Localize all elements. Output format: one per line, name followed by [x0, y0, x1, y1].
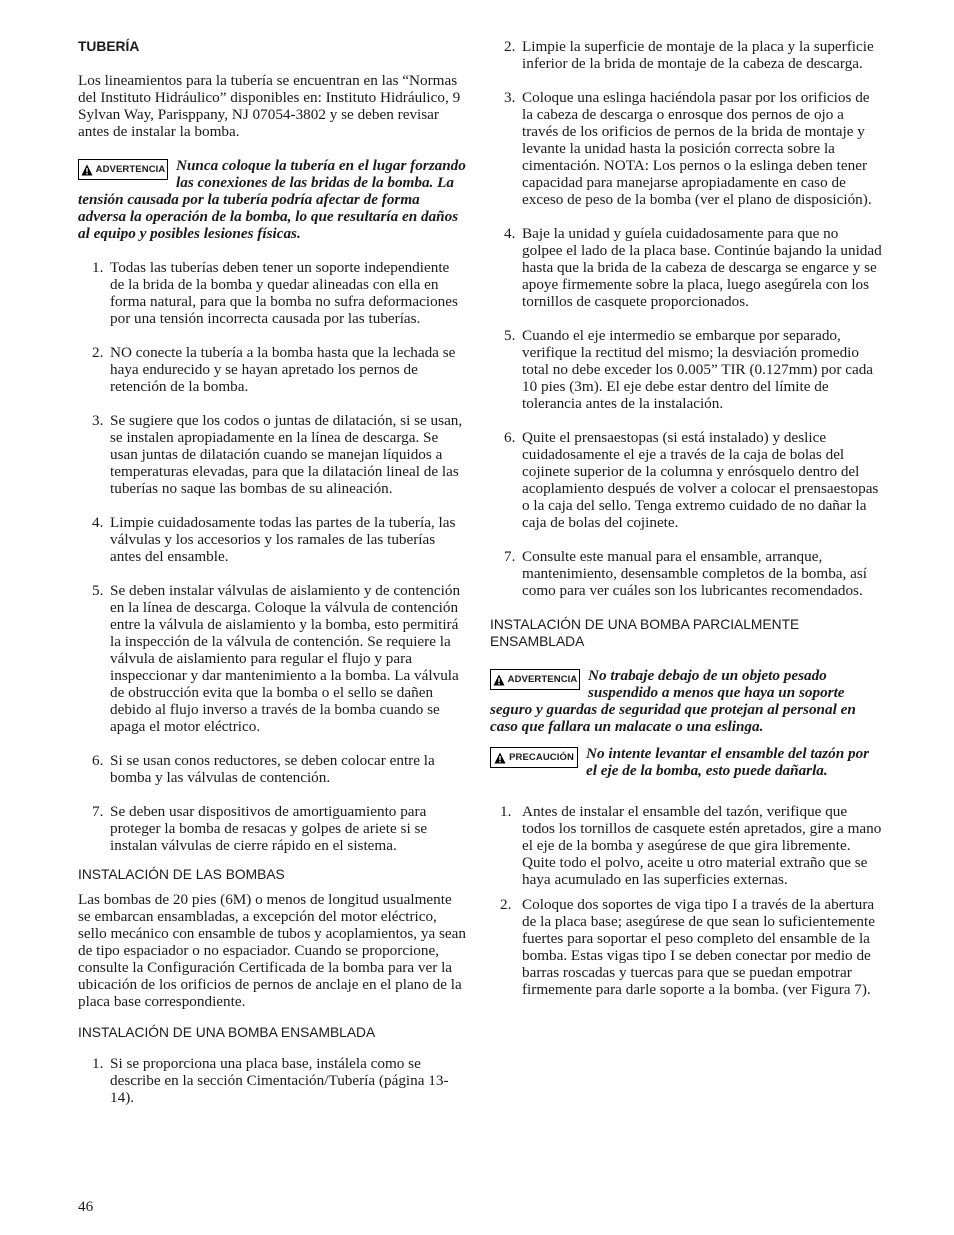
page-number: 46: [78, 1198, 94, 1215]
list-item: [78, 582, 466, 735]
warning-badge: ADVERTENCIA: [490, 669, 580, 690]
list-item: [490, 89, 882, 208]
list-item: [78, 412, 466, 497]
left-column: [78, 38, 466, 1106]
list-number: 7.: [504, 548, 516, 565]
right-column: [490, 38, 882, 998]
parcial-list: [490, 803, 882, 998]
warning-triangle-icon: [81, 164, 93, 176]
list-number: 3.: [504, 89, 516, 106]
warning-badge: ADVERTENCIA: [78, 159, 168, 180]
list-number: 7.: [92, 803, 104, 820]
list-text: Limpie la superficie de montaje de la placa y la superficie inferior de la brida de montaje de la cabeza de descarga.: [522, 38, 874, 72]
tuberia-paragraph: Los lineamientos para la tubería se encuentran en las “Normas del Instituto Hidráulico” disponibles en: Instituto Hidráulico, 9 Sylvan Way, Parisppany, NJ 07054-3802 y se deben revisar antes de instalar la bomba.: [78, 72, 461, 140]
list-text: Si se usan conos reductores, se deben colocar entre la bomba y las válvulas de contención.: [110, 752, 435, 786]
list-text: Antes de instalar el ensamble del tazón, verifique que todos los tornillos de casquete estén apretados, gire a mano el eje de la bomba y asegúrese de que gira libremente. Quite todo el polvo, aceite u otro material extraño que se haya acumulado en las superficies externas.: [522, 803, 882, 888]
section-heading-ensamblada: INSTALACIÓN DE UNA BOMBA ENSAMBLADA: [78, 1025, 376, 1040]
list-text: Cuando el eje intermedio se embarque por separado, verifique la rectitud del mismo; la desviación promedio total no debe exceder los 0.005” TIR (0.127mm) por cada 10 pies (3m). El eje debe estar dentro del límite de tolerancia antes de la instalación.: [522, 327, 874, 412]
warning-text: Nunca coloque la tubería en el lugar forzando las conexiones de las bridas de la bomba. La tensión causada por la tubería podría afectar de forma adversa la operación de la bomba, lo que resultaría en daños al equipo y posibles lesiones físicas.: [78, 157, 466, 242]
list-number: 4.: [504, 225, 516, 242]
list-item: [78, 344, 466, 395]
list-text: Se deben usar dispositivos de amortiguamiento para proteger la bomba de resacas y golpes de ariete si se instalan válvulas de cierre rápido en el sistema.: [110, 803, 428, 854]
tuberia-list: [78, 259, 466, 854]
list-number: 2.: [500, 896, 512, 913]
list-text: Limpie cuidadosamente todas las partes de la tubería, las válvulas y los accesorios y los ramales de las tuberías antes del ensamble.: [110, 514, 456, 565]
list-item: [490, 429, 882, 531]
list-number: 3.: [92, 412, 104, 429]
section-heading-tuberia: TUBERÍA: [78, 39, 140, 54]
list-item: [78, 259, 466, 327]
list-text: Coloque una eslinga haciéndola pasar por los orificios de la cabeza de descarga o enrosque dos pernos de ojo a través de los orificios de pernos de la brida de montaje y levante la unidad hasta la posición correcta sobre la cimentación. NOTA: Los pernos o la eslinga deben tener capacidad para manejarse apropiadamente en caso de exceso de peso de la bomba (ver el plano de disposición).: [522, 89, 872, 208]
caution-triangle-icon: [494, 752, 506, 764]
list-text: Se deben instalar válvulas de aislamiento y de contención en la línea de descarga. Coloque la válvula de contención entre la válvula de aislamiento y la bomba, esto permitirá la inspección de la válvula de contención. Se requiere la válvula de aislamiento para regular el flujo y para inspeccionar y dar mantenimiento a la bomba. La válvula de obstrucción evita que la bomba o el sello se dañen debido al flujo inverso a través de la bomba cuando se apaga el motor eléctrico.: [110, 582, 461, 735]
list-text: Quite el prensaestopas (si está instalado) y deslice cuidadosamente el eje a través de la caja de bolas del cojinete superior de la columna y enrósquelo dentro del acoplamiento después de volver a colocar el prensaestopas o la caja del sello. Tenga extremo cuidado de no dañar la caja de bolas del cojinete.: [522, 429, 879, 531]
list-text: Todas las tuberías deben tener un soporte independiente de la brida de la bomba y quedar alineadas con ella en forma natural, para que la bomba no sufra deformaciones por una tensión incorrecta causada por las tuberías.: [110, 259, 458, 327]
list-item: [78, 752, 466, 786]
list-number: 6.: [504, 429, 516, 446]
list-item: 1. Si se proporciona una placa base, instálela como se describe en la sección Cimentación/Tubería (página 13-14).: [92, 1055, 449, 1106]
list-number: 2.: [92, 344, 104, 361]
warning-block: [490, 667, 882, 735]
list-number: 5.: [504, 327, 516, 344]
section-heading-parcial: INSTALACIÓN DE UNA BOMBA PARCIALMENTE ENSAMBLADA: [490, 617, 800, 649]
list-number: 5.: [92, 582, 104, 599]
list-item: [490, 896, 882, 998]
section-heading-instalacion: INSTALACIÓN DE LAS BOMBAS: [78, 867, 285, 882]
warning-triangle-icon: [493, 674, 505, 686]
list-text: Consulte este manual para el ensamble, arranque, mantenimiento, desensamble completos de la bomba, así como para ver cuáles son los lubricantes recomendados.: [522, 548, 868, 599]
list-item: [490, 225, 882, 310]
list-item: [490, 38, 882, 72]
warning-text: No trabaje debajo de un objeto pesado suspendido a menos que haya un soporte seguro y guardas de seguridad que protejan al personal en caso que fallara un malacate o una eslinga.: [490, 667, 856, 735]
list-number: 4.: [92, 514, 104, 531]
list-item: [78, 514, 466, 565]
list-text: NO conecte la tubería a la bomba hasta que la lechada se haya endurecido y se hayan apretado los pernos de retención de la bomba.: [110, 344, 456, 395]
list-item: [78, 803, 466, 854]
caution-text: No intente levantar el ensamble del tazón por el eje de la bomba, esto puede dañarla.: [586, 745, 870, 779]
list-number: 1.: [500, 803, 512, 820]
list-text: Baje la unidad y guíela cuidadosamente para que no golpee el lado de la placa base. Continúe bajando la unidad hasta que la brida de la cabeza de descarga se engarce y se apoye firmemente sobre la placa, luego asegúrela con los tornillos de casquete proporcionados.: [522, 225, 882, 310]
list-text: Se sugiere que los codos o juntas de dilatación, si se usan, se instalen apropiadamente en la línea de descarga. Se usan juntas de dilatación cuando se manejan líquidos a temperaturas elevadas, para que la dilatación lineal de las tuberías no saque las bombas de su alineación.: [110, 412, 463, 497]
list-number: 2.: [504, 38, 516, 55]
ensamblada-list: [490, 38, 882, 599]
caution-block: [490, 745, 882, 779]
instalacion-paragraph: Las bombas de 20 pies (6M) o menos de longitud usualmente se embarcan ensambladas, a excepción del motor eléctrico, sello mecánico con ensamble de tubos y acoplamientos, ya sean de tipo espaciador o no espaciador. Cuando se proporcione, consulte la Configuración Certificada de la bomba para ver la ubicación de los orificios de pernos de anclaje en el plano de la placa base correspondiente.: [78, 891, 467, 1010]
list-text: Coloque dos soportes de viga tipo I a través de la abertura de la placa base; asegúrese de que sean lo suficientemente fuertes para soportar el peso completo del ensamble de la bomba. Estas vigas tipo I se deben conectar por medio de barras roscadas y tuercas para que se puedan empotrar firmemente para darle soporte a la bomba. (ver Figura 7).: [522, 896, 875, 998]
list-number: 6.: [92, 752, 104, 769]
list-item: [490, 327, 882, 412]
list-item: [490, 803, 882, 888]
list-item: [490, 548, 882, 599]
caution-badge: PRECAUCIÓN: [490, 747, 578, 768]
warning-block: [78, 157, 466, 242]
list-number: 1.: [92, 259, 104, 276]
